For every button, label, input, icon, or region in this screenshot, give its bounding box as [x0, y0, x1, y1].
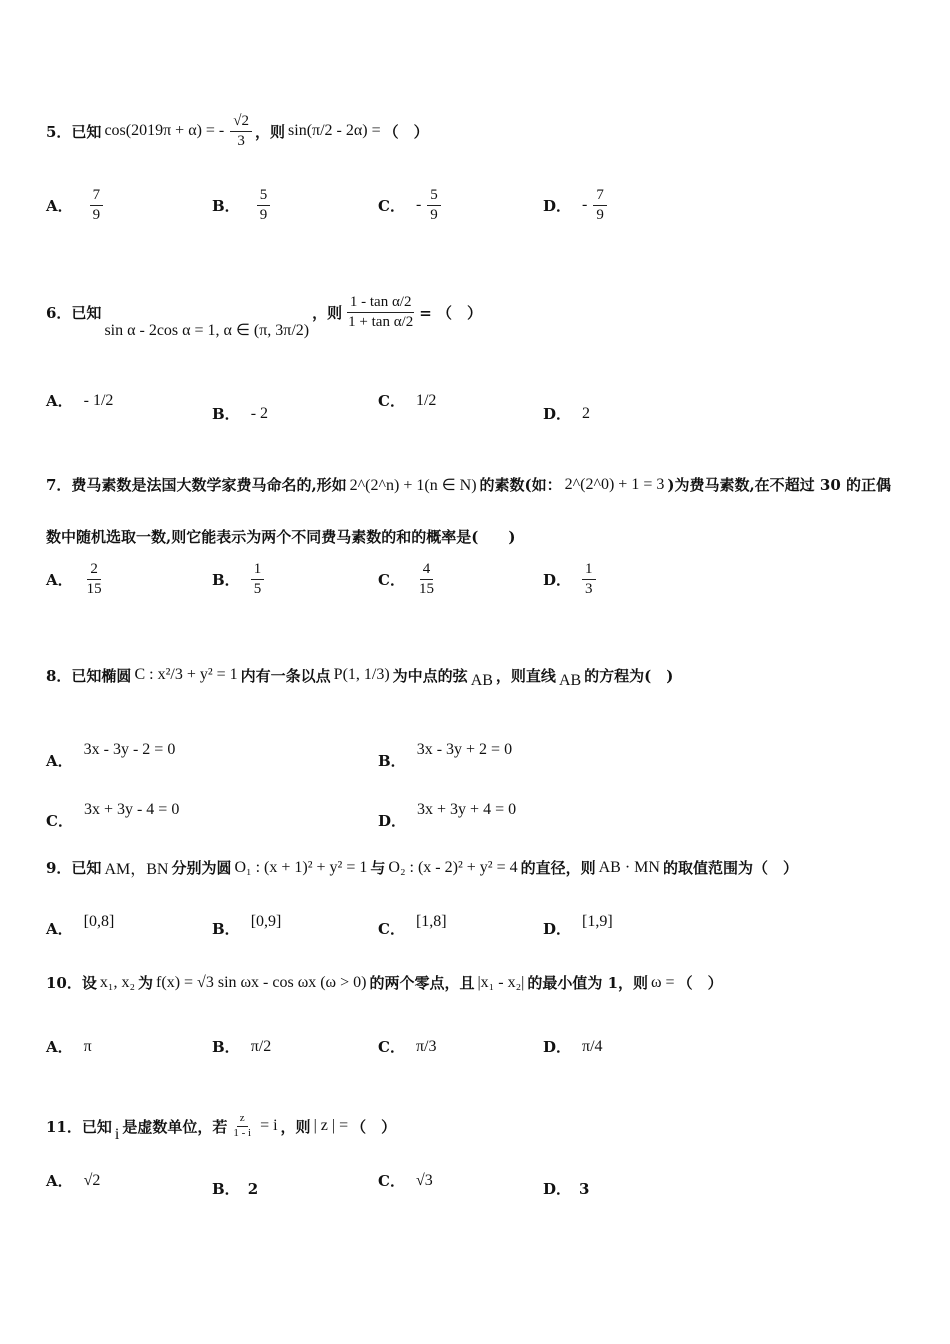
q5-frac-den: 3: [237, 132, 245, 149]
q5-option-d[interactable]: D． - $\frac{7}{9}$: [543, 186, 610, 225]
q6-option-d[interactable]: D． 2: [543, 404, 591, 423]
q6-expression: sin α - 2cos α = 1, α ∈ (π, 3π/2): [104, 322, 310, 339]
question-11: 11．已知 i 是虚数单位，若 $\frac{z}{1 - i}$ = i ，则 | z | = （ ）: [46, 1111, 397, 1143]
q7-option-c[interactable]: C． $\frac{4}{15}$: [378, 561, 434, 597]
q7-option-d[interactable]: D． $\frac{1}{3}$: [543, 560, 599, 599]
q11-option-d[interactable]: D． 3: [543, 1179, 590, 1198]
q8-option-a[interactable]: A． 3x - 3y - 2 = 0: [46, 740, 176, 770]
q10-option-c[interactable]: C． π/3: [378, 1037, 437, 1056]
q6-option-c[interactable]: C． 1/2: [378, 391, 437, 410]
q5-number: 5．已知: [46, 122, 102, 141]
q5-frac-num: √2: [230, 112, 252, 132]
q9-option-c[interactable]: C． [1,8]: [378, 912, 447, 938]
q5-tail: （ ）: [383, 122, 429, 141]
q7-option-a[interactable]: A． $\frac{2}{15}$: [46, 561, 102, 597]
q11-option-c[interactable]: C． √3: [378, 1171, 433, 1190]
q10-option-d[interactable]: D． π/4: [543, 1037, 603, 1056]
q5-option-c[interactable]: C． - $\frac{5}{9}$: [378, 186, 444, 225]
question-7-line-2: 数中随机选取一数,则它能表示为两个不同费马素数的和的概率是( ): [46, 528, 516, 546]
question-5: [46, 112, 429, 151]
q6-mid: ，则: [312, 303, 343, 322]
q6-frac-num: 1 - tan α/2: [347, 293, 415, 313]
question-8: 8．已知椭圆 C : x²/3 + y² = 1 内有一条以点 P(1, 1/3) 为中点的弦 AB ，则直线 AB 的方程为( ): [46, 666, 674, 689]
q10-option-a[interactable]: A． π: [46, 1037, 92, 1056]
q8-point: P(1, 1/3): [333, 666, 390, 683]
q9-option-d[interactable]: D． [1,9]: [543, 912, 613, 938]
q5-expression-2: sin(π/2 - 2α) =: [288, 122, 381, 140]
q6-tail: = （ ）: [419, 303, 483, 322]
q6-number: 6．已知: [46, 303, 102, 322]
q10-function: f(x) = √3 sin ωx - cos ωx (ω > 0): [156, 973, 367, 991]
q6-option-b[interactable]: B． - 2: [212, 404, 269, 423]
q10-option-b[interactable]: B． π/2: [212, 1037, 272, 1056]
q7-expression-1: 2^(2^n) + 1(n ∈ N): [349, 476, 477, 494]
q11-fraction: $\frac{z}{1 - i}$: [233, 1111, 252, 1139]
q5-option-b[interactable]: B． $\frac{5}{9}$: [212, 186, 273, 225]
q9-circle-1: O₁ : (x + 1)² + y² = 1: [234, 858, 368, 876]
question-6: [46, 284, 482, 340]
q9-circle-2: O₂ : (x - 2)² + y² = 4: [388, 858, 518, 876]
q5-mid: ，则: [255, 122, 286, 141]
q9-option-b[interactable]: B． [0,9]: [212, 912, 282, 938]
question-9: 9．已知 AM，BN 分别为圆 O₁ : (x + 1)² + y² = 1 与 O₂ : (x - 2)² + y² = 4 的直径，则 AB · MN 的取值范围为（ ）: [46, 858, 798, 878]
q8-option-c[interactable]: C． 3x + 3y - 4 = 0: [46, 800, 180, 830]
question-7-line-1: 7．费马素数是法国大数学家费马命名的,形如 2^(2^n) + 1(n ∈ N) 的素数(如： 2^(2^0) + 1 = 3 )为费马素数,在不超过 30 的正偶: [46, 475, 891, 494]
q11-option-b[interactable]: B． 2: [212, 1179, 259, 1198]
q7-expression-2: 2^(2^0) + 1 = 3: [564, 475, 665, 493]
q8-ellipse: C : x²/3 + y² = 1: [134, 666, 238, 683]
q9-option-a[interactable]: A． [0,8]: [46, 912, 115, 938]
q8-option-b[interactable]: B． 3x - 3y + 2 = 0: [378, 740, 513, 770]
q6-fraction: [345, 293, 416, 332]
q5-fraction: [230, 112, 252, 151]
q5-option-a[interactable]: A． $\frac{7}{9}$: [46, 186, 106, 225]
q6-option-a[interactable]: A． - 1/2: [46, 391, 114, 410]
q7-option-b[interactable]: B． $\frac{1}{5}$: [212, 560, 267, 599]
q6-frac-den: 1 + tan α/2: [348, 313, 414, 330]
q11-option-a[interactable]: A． √2: [46, 1171, 101, 1190]
q8-option-d[interactable]: D． 3x + 3y + 4 = 0: [378, 800, 517, 830]
question-10: 10．设 x₁, x₂ 为 f(x) = √3 sin ωx - cos ωx (ω > 0) 的两个零点，且 |x₁ - x₂| 的最小值为 1，则 ω = （ ）: [46, 973, 723, 992]
q5-expression: cos(2019π + α) = -: [104, 122, 225, 140]
